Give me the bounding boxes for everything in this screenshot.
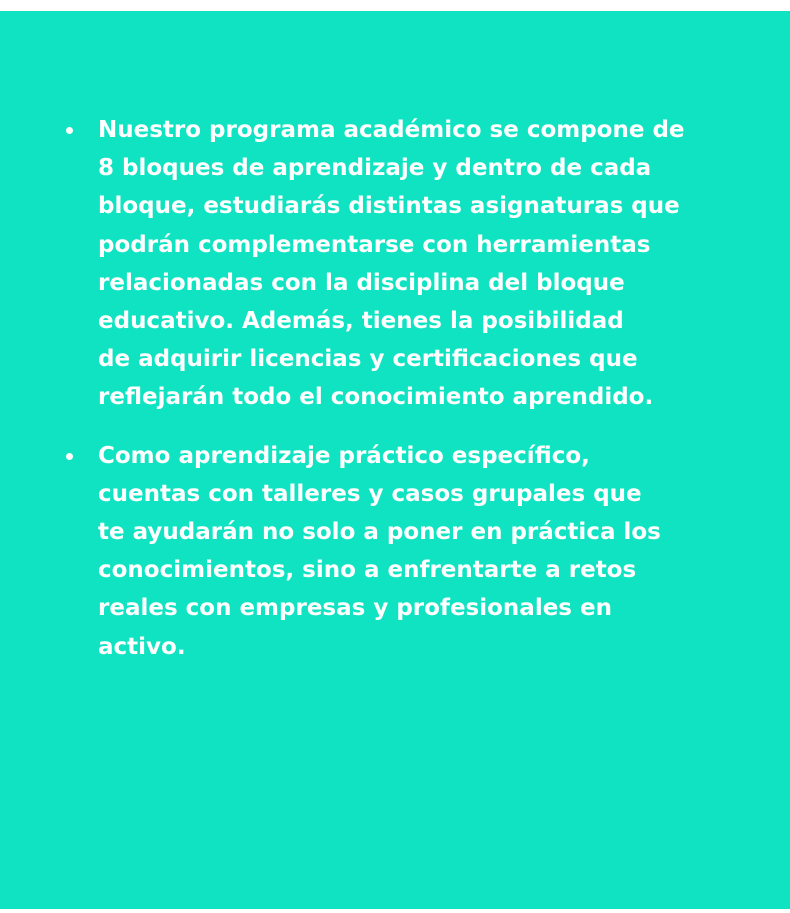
bullet-item-program xyxy=(60,111,700,417)
content-panel xyxy=(0,11,790,909)
bullet-text-program: Nuestro programa académico se compone de 8 bloques de aprendizaje y dentro de cada bloque, estudiarás distintas asignaturas que podrán complementarse con herramientas relacionadas con la disciplina del bloque educativo. Además, tienes la posibilidad de adquirir licencias y certificaciones que reflejarán todo el conocimiento aprendido. xyxy=(98,117,685,411)
bullet-icon xyxy=(66,453,73,460)
bullet-item-practice xyxy=(60,437,700,666)
bullet-icon xyxy=(66,127,73,134)
bullet-list xyxy=(60,111,700,686)
bullet-text-practice: Como aprendizaje práctico específico, cuentas con talleres y casos grupales que te ayudarán no solo a poner en práctica los conocimientos, sino a enfrentarte a retos reales con empresas y profesionales en activo. xyxy=(98,442,661,660)
